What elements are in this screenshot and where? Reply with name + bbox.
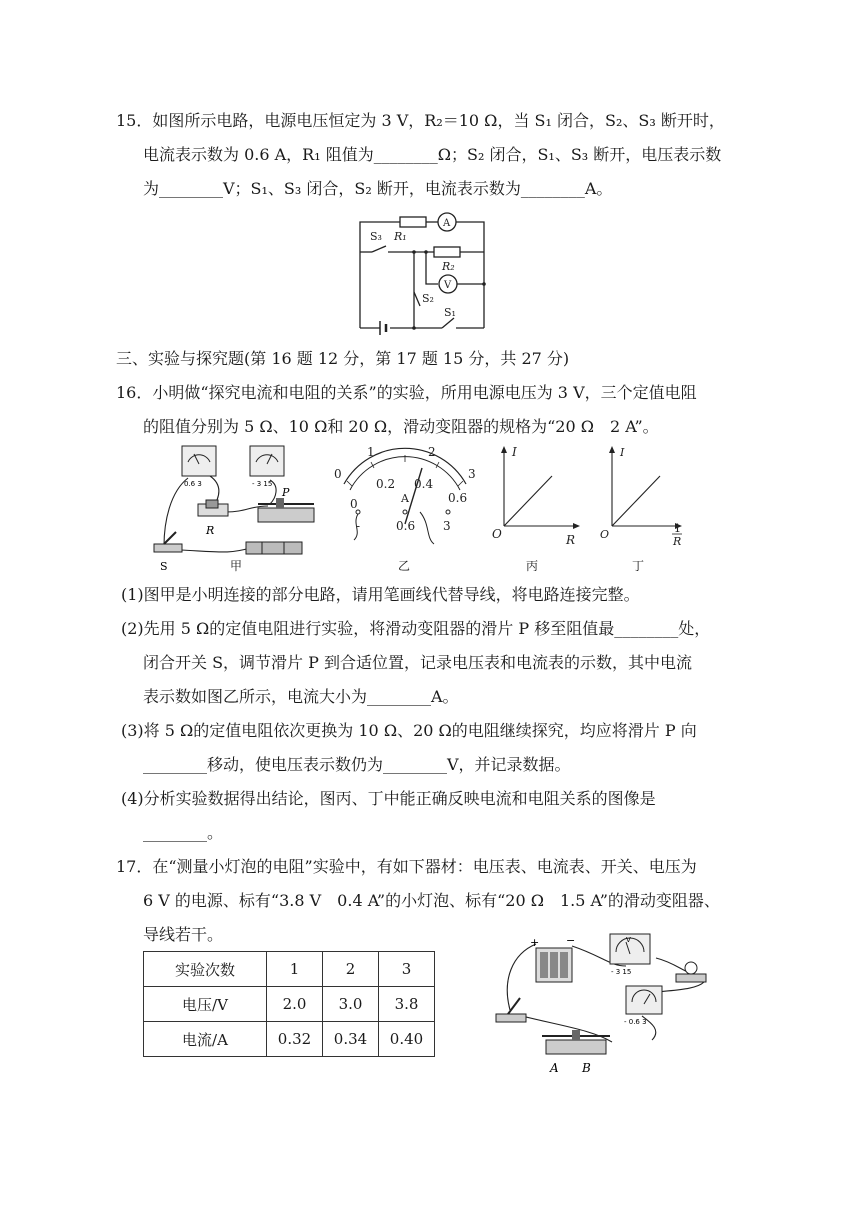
- q16-figure-yi-ammeter-dial: [330, 440, 480, 560]
- header-cell: 实验次数: [144, 952, 267, 987]
- axis-i: I: [512, 445, 517, 459]
- caption-ding: 丁: [632, 559, 645, 573]
- q16-figure-bing-graph: [486, 440, 586, 550]
- q16-part-1: (1)图甲是小明连接的部分电路，请用笔画线代替导线，将电路连接完整。: [121, 585, 640, 604]
- q17-data-table: [143, 951, 435, 1057]
- ammeter-terminals: 0.6 3: [184, 480, 202, 488]
- label-s: S: [160, 560, 168, 573]
- axis-numerator: 1: [674, 522, 681, 535]
- label-voltmeter: V: [444, 280, 452, 291]
- q17-apparatus-figure: [492, 930, 722, 1076]
- wire-5: [522, 1016, 612, 1042]
- table-row: [144, 987, 435, 1022]
- terminal-3: 3: [443, 519, 451, 533]
- voltmeter-apparatus: [610, 934, 650, 976]
- table-cell: 3.0: [323, 987, 379, 1022]
- switch-apparatus: [154, 532, 182, 552]
- voltmeter-terminals: - 3 15: [252, 480, 273, 488]
- scale-top-1: 1: [367, 445, 375, 459]
- scale-top-3: 3: [468, 467, 476, 481]
- meter-unit: A: [401, 492, 409, 505]
- q16-part-2-line-1: (2)先用 5 Ω的定值电阻进行实验，将滑动变阻器的滑片 P 移至阻值最________处，: [121, 619, 711, 638]
- table-header-row: [144, 952, 435, 987]
- voltmeter-terminals: - 3 15: [611, 968, 632, 976]
- q16-part-3-line-1: (3)将 5 Ω的定值电阻依次更换为 10 Ω、20 Ω的电阻继续探究，均应将滑片 P 向: [121, 721, 697, 740]
- q16-figure-ding-graph: [594, 440, 694, 550]
- ammeter-apparatus: [624, 986, 662, 1026]
- table-cell: 0.32: [267, 1022, 323, 1057]
- scale-bottom-0: 0: [350, 497, 358, 511]
- q17-line-2: 6 V 的电源、标有“3.8 V 0.4 A”的小灯泡、标有“20 Ω 1.5 A”的滑动变阻器、: [143, 891, 720, 910]
- q15-line-3: 为________V；S₁、S₃ 闭合，S₂ 断开，电流表示数为________A。: [143, 179, 613, 198]
- scale-bottom-1: 0.2: [376, 477, 396, 491]
- axis-i: I: [620, 446, 625, 459]
- table-cell: 3.8: [379, 987, 435, 1022]
- table-row: [144, 1022, 435, 1057]
- q17-line-3: 导线若干。: [143, 925, 224, 944]
- label-r: R: [206, 524, 215, 537]
- label-ammeter: A: [443, 218, 451, 229]
- s3-switch: [372, 246, 386, 252]
- caption-bing: 丙: [526, 559, 539, 573]
- s1-switch: [442, 318, 454, 328]
- table-cell: 0.40: [379, 1022, 435, 1057]
- battery-box: [530, 934, 575, 982]
- label-plus: +: [530, 936, 540, 949]
- wire-4: [180, 548, 250, 552]
- q16-part-2-line-2: 闭合开关 S，调节滑片 P 到合适位置，记录电压表和电流表的示数，其中电流: [143, 653, 692, 672]
- caption-jia: 甲: [230, 559, 243, 573]
- label-s1: S₁: [444, 306, 456, 319]
- table-cell: 电压/V: [144, 987, 267, 1022]
- q15-line-1: 15．如图所示电路，电源电压恒定为 3 V，R₂＝10 Ω，当 S₁ 闭合，S₂、S₃ 断开时，: [116, 111, 725, 130]
- q17-line-1: 17．在“测量小灯泡的电阻”实验中，有如下器材：电压表、电流表、开关、电压为: [116, 857, 697, 876]
- label-p: P: [282, 486, 290, 499]
- fixed-resistor-apparatus: [198, 500, 228, 516]
- header-cell: 2: [323, 952, 379, 987]
- label-s2: S₂: [422, 292, 434, 305]
- scale-top-2: 2: [428, 445, 436, 459]
- section-3-heading: 三、实验与探究题(第 16 题 12 分，第 17 题 15 分，共 27 分): [116, 349, 570, 368]
- table-cell: 0.34: [323, 1022, 379, 1057]
- q16-part-2-line-3: 表示数如图乙所示，电流大小为________A。: [143, 687, 459, 706]
- wire-1: [507, 944, 536, 1010]
- terminal-0.6: 0.6: [396, 519, 416, 533]
- q15-line-2: 电流表示数为 0.6 A，R₁ 阻值为________Ω；S₂ 闭合，S₁、S₃ 断开，电压表示数: [143, 145, 722, 164]
- q16-line-1: 16．小明做“探究电流和电阻的关系”的实验，所用电源电压为 3 V，三个定值电阻: [116, 383, 697, 402]
- label-minus: −: [566, 934, 576, 947]
- table-cell: 电流/A: [144, 1022, 267, 1057]
- axis-r: R: [566, 533, 576, 547]
- switch-apparatus: [496, 998, 526, 1022]
- r2-resistor: [434, 247, 460, 257]
- q16-part-4-line-2: ________。: [143, 823, 224, 842]
- graph-line: [504, 476, 552, 526]
- axis-denominator: R: [673, 535, 682, 548]
- terminal-minus: -: [356, 519, 361, 533]
- q16-part-4-line-1: (4)分析实验数据得出结论，图丙、丁中能正确反映电流和电阻关系的图像是: [121, 789, 656, 808]
- r1-resistor: [400, 217, 426, 227]
- q16-part-3-line-2: ________移动，使电压表示数仍为________V，并记录数据。: [143, 755, 571, 774]
- wire-1: [164, 478, 188, 546]
- battery-apparatus: [246, 542, 302, 554]
- graph-line: [612, 476, 660, 526]
- label-b: B: [582, 1061, 591, 1075]
- origin: O: [492, 527, 502, 541]
- s2-switch: [414, 292, 420, 306]
- header-cell: 1: [267, 952, 323, 987]
- header-cell: 3: [379, 952, 435, 987]
- label-v: V: [626, 936, 631, 944]
- rheostat-apparatus: [258, 498, 314, 522]
- voltmeter-apparatus: [250, 446, 284, 488]
- scale-bottom-3: 0.6: [448, 491, 468, 505]
- label-a: A: [550, 1061, 559, 1075]
- origin: O: [600, 528, 610, 541]
- scale-top-0: 0: [334, 467, 342, 481]
- ammeter-apparatus: [182, 446, 216, 488]
- label-s3: S₃: [370, 230, 382, 243]
- label-r1: R₁: [394, 230, 407, 243]
- scale-bottom-2: 0.4: [414, 477, 434, 491]
- rheostat-apparatus: [542, 1030, 610, 1075]
- caption-yi: 乙: [398, 559, 411, 573]
- q15-circuit-diagram: [350, 208, 500, 336]
- q16-line-2: 的阻值分别为 5 Ω、10 Ω和 20 Ω，滑动变阻器的规格为“20 Ω 2 A”。: [143, 417, 659, 436]
- ammeter-terminals: - 0.6 3: [624, 1018, 647, 1026]
- wire-lead-2: [420, 512, 434, 544]
- wire-3: [656, 958, 688, 972]
- table-cell: 2.0: [267, 987, 323, 1022]
- lamp-apparatus: [676, 962, 706, 982]
- label-r2: R₂: [442, 260, 455, 273]
